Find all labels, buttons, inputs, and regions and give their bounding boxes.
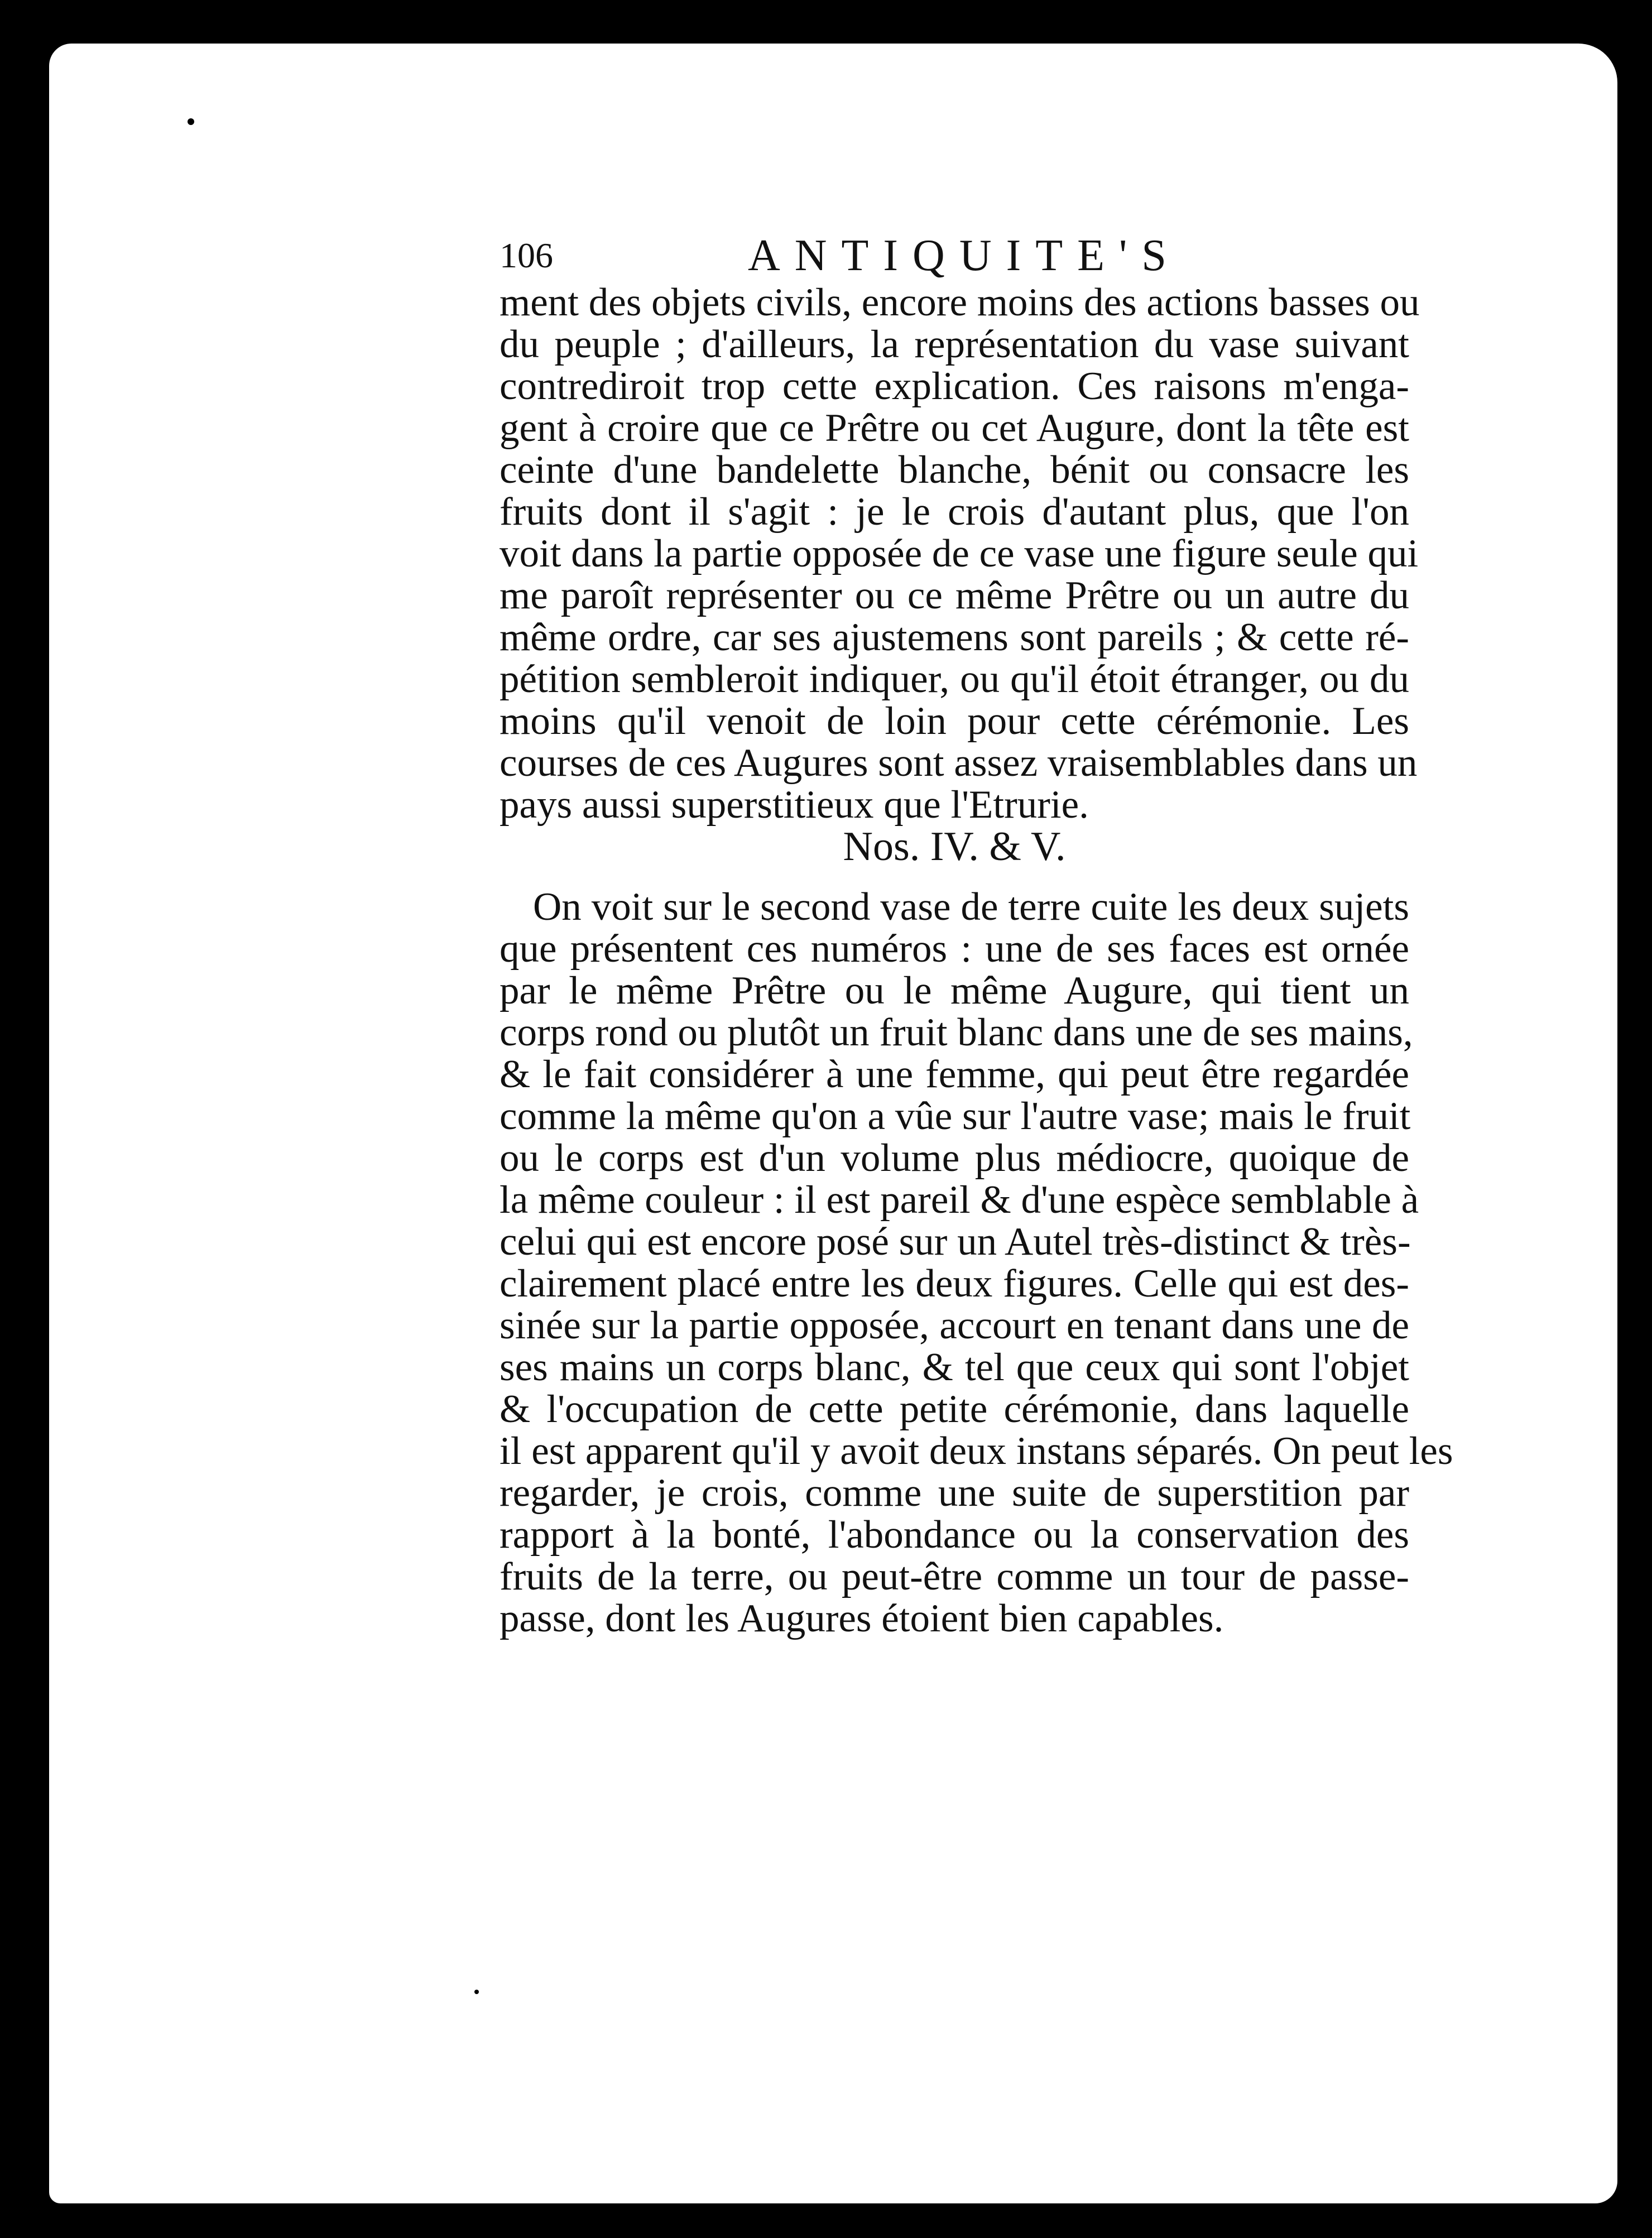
text-line: la même couleur : il est pareil & d'une espèce semblable à	[500, 1178, 1419, 1222]
text-line: fruits dont il s'agit : je le crois d'autant plus, que l'on	[500, 490, 1409, 534]
text-line: ceinte d'une bandelette blanche, bénit ou consacre les	[500, 448, 1409, 492]
text-line: contrediroit trop cette explication. Ces raisons m'enga-	[500, 364, 1409, 408]
page-header	[500, 228, 1409, 284]
text-line: du peuple ; d'ailleurs, la représentation du vase suivant	[500, 323, 1409, 366]
running-title: ANTIQUITE'S	[748, 231, 1181, 280]
paragraph-2	[500, 885, 1453, 1640]
text-line: rapport à la bonté, l'abondance ou la conservation des	[500, 1513, 1409, 1557]
text-line: que présentent ces numéros : une de ses faces est ornée	[500, 927, 1409, 971]
page-number: 106	[500, 236, 553, 275]
section-heading: Nos. IV. & V.	[843, 824, 1066, 870]
text-line: pays aussi superstitieux que l'Etrurie.	[500, 783, 1089, 827]
text-line: ment des objets civils, encore moins des actions basses ou	[500, 281, 1420, 324]
text-line: celui qui est encore posé sur un Autel très-distinct & très-	[500, 1220, 1411, 1264]
text-line: moins qu'il venoit de loin pour cette cérémonie. Les	[500, 699, 1409, 743]
text-line: On voit sur le second vase de terre cuite les deux sujets	[533, 885, 1409, 929]
text-line: regarder, je crois, comme une suite de superstition par	[500, 1471, 1409, 1515]
text-line: même ordre, car ses ajustemens sont pareils ; & cette ré-	[500, 616, 1409, 659]
text-line: & le fait considérer à une femme, qui peut être regardée	[500, 1053, 1409, 1096]
text-line: & l'occupation de cette petite cérémonie, dans laquelle	[500, 1387, 1409, 1431]
text-line: voit dans la partie opposée de ce vase une figure seule qui	[500, 532, 1419, 575]
text-line: sinée sur la partie opposée, accourt en tenant dans une de	[500, 1304, 1409, 1347]
text-line: ses mains un corps blanc, & tel que ceux qui sont l'objet	[500, 1346, 1409, 1389]
text-line: fruits de la terre, ou peut-être comme un tour de passe-	[500, 1555, 1409, 1598]
ink-speck	[188, 118, 194, 125]
text-line: courses de ces Augures sont assez vraisemblables dans un	[500, 741, 1418, 785]
ink-speck	[474, 1990, 479, 1994]
text-line: pétition sembleroit indiquer, ou qu'il étoit étranger, ou du	[500, 657, 1409, 701]
text-line: corps rond ou plutôt un fruit blanc dans une de ses mains,	[500, 1011, 1413, 1054]
text-line: comme la même qu'on a vûe sur l'autre vase; mais le fruit	[500, 1094, 1411, 1138]
text-line: me paroît représenter ou ce même Prêtre ou un autre du	[500, 574, 1409, 617]
text-line: ou le corps est d'un volume plus médiocre, quoique de	[500, 1136, 1409, 1180]
text-line: clairement placé entre les deux figures. Celle qui est des-	[500, 1262, 1409, 1305]
paragraph-1	[500, 281, 1420, 827]
text-line: il est apparent qu'il y avoit deux instans séparés. On peut les	[500, 1429, 1453, 1473]
text-line: passe, dont les Augures étoient bien capables.	[500, 1597, 1224, 1640]
text-line: gent à croire que ce Prêtre ou cet Augure, dont la tête est	[500, 406, 1409, 450]
text-line: par le même Prêtre ou le même Augure, qui tient un	[500, 969, 1409, 1012]
